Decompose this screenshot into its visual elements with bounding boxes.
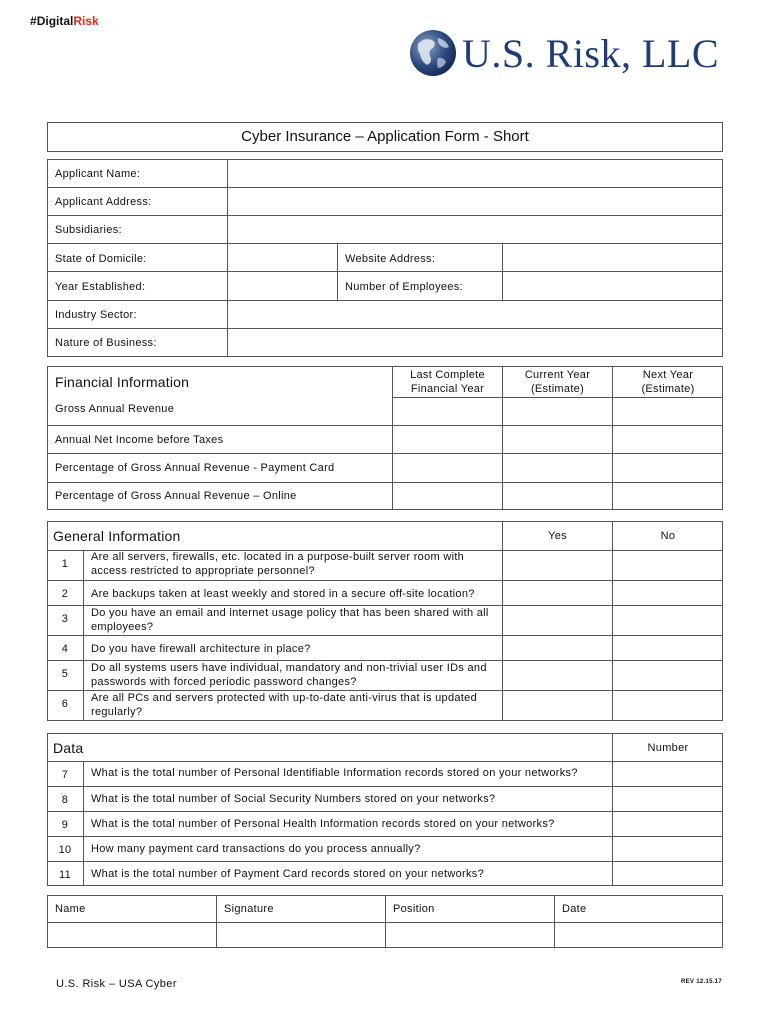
question-text: What is the total number of Personal Identifiable Information records stored on your networks?: [91, 767, 578, 779]
question-number: 10: [58, 844, 72, 856]
number-field[interactable]: [613, 762, 722, 786]
applicant-name-field[interactable]: [228, 160, 722, 187]
no-header: No: [660, 530, 676, 542]
general-info-heading: General Information: [53, 528, 181, 544]
financial-heading: Financial Information: [55, 374, 190, 390]
gross-revenue-current-field[interactable]: [503, 398, 612, 425]
applicant-address-field[interactable]: [228, 188, 722, 215]
gross-revenue-label: Gross Annual Revenue: [55, 403, 175, 415]
question-number: 3: [61, 613, 69, 625]
state-label: State of Domicile:: [55, 253, 147, 265]
name-header: Name: [55, 903, 86, 915]
company-logo: [408, 28, 728, 84]
position-header: Position: [393, 903, 435, 915]
employees-field[interactable]: [503, 272, 722, 300]
col-next-year: Next Year (Estimate): [641, 369, 695, 395]
revision-label: REV 12.15.17: [681, 979, 722, 985]
form-title: Cyber Insurance – Application Form - Short: [241, 128, 529, 145]
question-text: Do you have firewall architecture in place?: [91, 643, 311, 655]
number-header: Number: [647, 742, 689, 754]
question-text: Do all systems users have individual, mandatory and non-trivial user IDs and passwords with forced periodic password changes?: [91, 662, 487, 688]
state-field[interactable]: [228, 244, 337, 271]
data-table: [47, 733, 723, 886]
date-field[interactable]: [555, 923, 722, 947]
subsidiaries-label: Subsidiaries:: [55, 224, 122, 236]
name-field[interactable]: [48, 923, 216, 947]
globe-icon: [408, 28, 458, 78]
yes-header: Yes: [548, 530, 567, 542]
gross-revenue-next-field[interactable]: [613, 398, 722, 425]
signature-header: Signature: [224, 903, 274, 915]
question-number: 2: [61, 588, 69, 600]
question-text: What is the total number of Personal Health Information records stored on your networks?: [91, 818, 555, 830]
question-text: Are all PCs and servers protected with up-to-date anti-virus that is updated regularly?: [91, 692, 477, 718]
yes-checkbox[interactable]: [503, 551, 612, 580]
question-number: 1: [61, 558, 69, 570]
gross-revenue-last-field[interactable]: [393, 398, 502, 425]
col-current-year: Current Year (Estimate): [524, 369, 591, 395]
question-text: Are all servers, firewalls, etc. located in a purpose-built server room with access restricted to appropriate personnel?: [91, 551, 465, 577]
industry-field[interactable]: [228, 301, 722, 328]
online-pct-label: Percentage of Gross Annual Revenue – Online: [55, 490, 297, 502]
question-text: What is the total number of Social Security Numbers stored on your networks?: [91, 793, 496, 805]
subsidiaries-field[interactable]: [228, 216, 722, 243]
payment-card-pct-label: Percentage of Gross Annual Revenue - Payment Card: [55, 462, 335, 474]
question-text: Do you have an email and internet usage policy that has been shared with all employees?: [91, 607, 489, 633]
question-number: 5: [61, 668, 69, 680]
employees-label: Number of Employees:: [345, 281, 463, 293]
position-field[interactable]: [386, 923, 554, 947]
nature-label: Nature of Business:: [55, 337, 157, 349]
question-text: Are backups taken at least weekly and stored in a secure off-site location?: [91, 588, 475, 600]
net-income-label: Annual Net Income before Taxes: [55, 434, 224, 446]
website-field[interactable]: [503, 244, 722, 271]
digital-risk-tag: #DigitalRisk: [30, 14, 99, 28]
date-header: Date: [562, 903, 587, 915]
year-established-label: Year Established:: [55, 281, 146, 293]
question-number: 4: [61, 643, 69, 655]
nature-field[interactable]: [228, 329, 722, 356]
company-name: U.S. Risk, LLC: [462, 31, 720, 76]
question-number: 11: [58, 869, 72, 881]
industry-label: Industry Sector:: [55, 309, 137, 321]
question-text: How many payment card transactions do you process annually?: [91, 843, 421, 855]
question-text: What is the total number of Payment Card records stored on your networks?: [91, 868, 485, 880]
applicant-name-label: Applicant Name:: [55, 168, 141, 180]
signature-field[interactable]: [217, 923, 385, 947]
col-last-year: Last Complete Financial Year: [410, 369, 485, 395]
no-checkbox[interactable]: [613, 551, 722, 580]
question-number: 9: [61, 819, 69, 831]
website-label: Website Address:: [345, 253, 436, 265]
question-number: 7: [61, 769, 69, 781]
data-heading: Data: [53, 740, 84, 756]
question-number: 8: [61, 794, 69, 806]
applicant-address-label: Applicant Address:: [55, 196, 152, 208]
year-established-field[interactable]: [228, 272, 337, 300]
footer-text: U.S. Risk – USA Cyber: [56, 978, 177, 990]
question-number: 6: [61, 698, 69, 710]
